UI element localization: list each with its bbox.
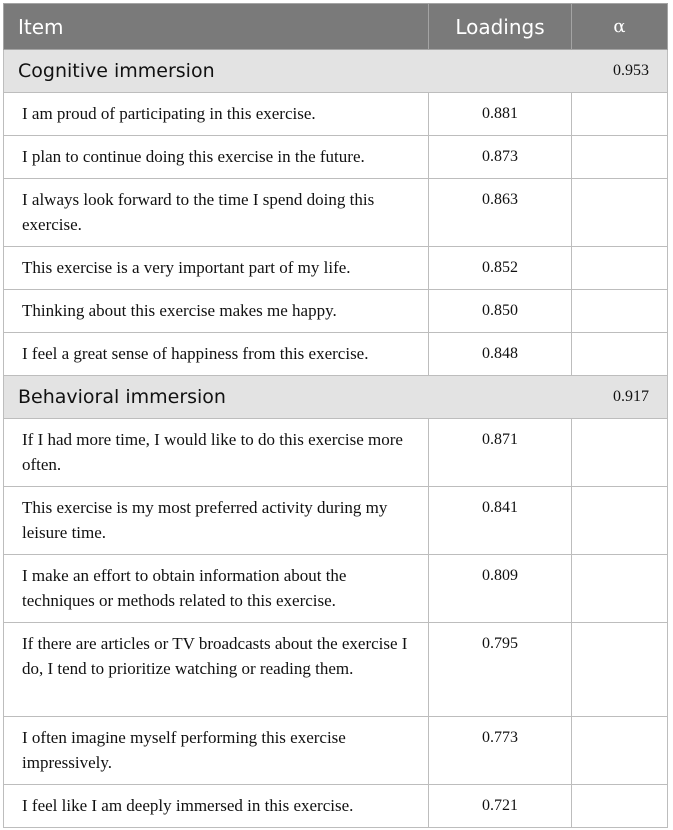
item-text: If I had more time, I would like to do this exercise more often. — [4, 419, 429, 487]
alpha-cell — [572, 717, 668, 785]
alpha-cell — [572, 290, 668, 333]
table-row — [4, 623, 668, 717]
loading-value: 0.721 — [429, 785, 572, 828]
item-text: I plan to continue doing this exercise in the future. — [4, 136, 429, 179]
header-alpha: α — [572, 4, 668, 50]
table-row — [4, 785, 668, 828]
table-row — [4, 717, 668, 785]
table-row — [4, 333, 668, 376]
table-row — [4, 419, 668, 487]
item-text: This exercise is a very important part of my life. — [4, 247, 429, 290]
loading-value: 0.795 — [429, 623, 572, 717]
section-title: Cognitive immersion — [4, 50, 572, 93]
table-row — [4, 555, 668, 623]
section-title: Behavioral immersion — [4, 376, 572, 419]
item-text: I am proud of participating in this exercise. — [4, 93, 429, 136]
loading-value: 0.852 — [429, 247, 572, 290]
loading-value: 0.863 — [429, 179, 572, 247]
table-row — [4, 290, 668, 333]
header-item: Item — [4, 4, 429, 50]
alpha-cell — [572, 179, 668, 247]
item-text: I feel a great sense of happiness from this exercise. — [4, 333, 429, 376]
table-row — [4, 136, 668, 179]
table-row — [4, 93, 668, 136]
section-row-behavioral — [4, 376, 668, 419]
loading-value: 0.873 — [429, 136, 572, 179]
item-text: Thinking about this exercise makes me happy. — [4, 290, 429, 333]
alpha-cell — [572, 785, 668, 828]
alpha-cell — [572, 623, 668, 717]
item-text: This exercise is my most preferred activity during my leisure time. — [4, 487, 429, 555]
loading-value: 0.848 — [429, 333, 572, 376]
item-text: I feel like I am deeply immersed in this exercise. — [4, 785, 429, 828]
item-text: If there are articles or TV broadcasts about the exercise I do, I tend to prioritize watching or reading them. — [4, 623, 429, 717]
alpha-cell — [572, 333, 668, 376]
table-row — [4, 247, 668, 290]
alpha-cell — [572, 247, 668, 290]
section-alpha: 0.953 — [572, 50, 668, 93]
loading-value: 0.871 — [429, 419, 572, 487]
loading-value: 0.809 — [429, 555, 572, 623]
item-text: I make an effort to obtain information about the techniques or methods related to this exercise. — [4, 555, 429, 623]
header-loadings: Loadings — [429, 4, 572, 50]
alpha-cell — [572, 555, 668, 623]
header-row — [4, 4, 668, 50]
section-alpha: 0.917 — [572, 376, 668, 419]
table-row — [4, 487, 668, 555]
item-text: I often imagine myself performing this exercise impressively. — [4, 717, 429, 785]
item-text: I always look forward to the time I spend doing this exercise. — [4, 179, 429, 247]
section-row-cognitive — [4, 50, 668, 93]
table-row — [4, 179, 668, 247]
alpha-cell — [572, 136, 668, 179]
loading-value: 0.841 — [429, 487, 572, 555]
loadings-table — [3, 3, 668, 828]
loading-value: 0.773 — [429, 717, 572, 785]
alpha-cell — [572, 419, 668, 487]
loading-value: 0.850 — [429, 290, 572, 333]
alpha-cell — [572, 487, 668, 555]
alpha-cell — [572, 93, 668, 136]
loading-value: 0.881 — [429, 93, 572, 136]
